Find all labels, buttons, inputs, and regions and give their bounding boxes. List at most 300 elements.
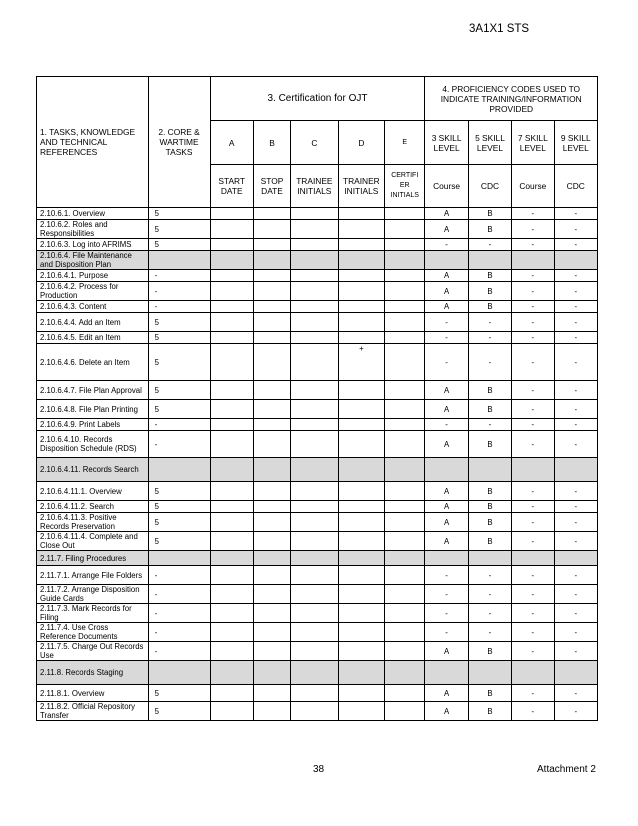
table-row <box>37 381 598 400</box>
trainee-initials-cell <box>291 282 339 301</box>
level-7-cell: - <box>512 431 554 458</box>
start-date-cell <box>210 251 253 270</box>
level-7-cell: - <box>512 623 554 642</box>
start-date-cell <box>210 344 253 381</box>
level-7-cell: - <box>512 381 554 400</box>
core-cell: - <box>148 566 210 585</box>
task-cell: 2.10.6.4.11. Records Search <box>37 458 149 482</box>
trainer-initials-cell <box>338 513 384 532</box>
stop-date-cell <box>253 282 290 301</box>
level-5-cell: - <box>468 585 511 604</box>
trainer-initials-cell <box>338 532 384 551</box>
trainer-initials-cell <box>338 551 384 566</box>
level-5-cell: B <box>468 685 511 702</box>
table-row <box>37 604 598 623</box>
task-cell: 2.10.6.4.11.4. Complete and Close Out <box>37 532 149 551</box>
core-cell: - <box>148 282 210 301</box>
start-date-cell <box>210 270 253 282</box>
core-cell: - <box>148 431 210 458</box>
level-9-cell: - <box>554 400 598 419</box>
trainee-initials-cell <box>291 431 339 458</box>
core-cell <box>148 458 210 482</box>
stop-date-cell <box>253 482 290 501</box>
level-9-cell <box>554 661 598 685</box>
table-row <box>37 332 598 344</box>
certifier-initials-cell <box>385 501 425 513</box>
trainee-initials-cell <box>291 623 339 642</box>
table-row <box>37 208 598 220</box>
table-row <box>37 702 598 721</box>
table-row <box>37 585 598 604</box>
core-cell: 5 <box>148 381 210 400</box>
level-9-cell: - <box>554 431 598 458</box>
task-cell: 2.11.8.1. Overview <box>37 685 149 702</box>
task-cell: 2.10.6.4. File Maintenance and Disposition Plan <box>37 251 149 270</box>
certifier-initials-cell <box>385 313 425 332</box>
stop-date-cell <box>253 270 290 282</box>
stop-date-cell <box>253 501 290 513</box>
start-date-cell <box>210 661 253 685</box>
start-date-cell <box>210 332 253 344</box>
task-cell: 2.11.7.5. Charge Out Records Use <box>37 642 149 661</box>
level-9-cell <box>554 458 598 482</box>
start-date-cell <box>210 501 253 513</box>
certifier-initials-cell <box>385 208 425 220</box>
table-row <box>37 419 598 431</box>
trainer-initials-cell <box>338 208 384 220</box>
level-3-cell: A <box>425 431 468 458</box>
level-7-cell: - <box>512 501 554 513</box>
start-date-cell <box>210 301 253 313</box>
source-course-7-header: Course <box>512 165 554 208</box>
start-date-cell <box>210 220 253 239</box>
level-3-cell: - <box>425 585 468 604</box>
level-7-cell: - <box>512 301 554 313</box>
task-cell: 2.10.6.4.2. Process for Production <box>37 282 149 301</box>
level-3-cell: - <box>425 419 468 431</box>
stop-date-cell <box>253 585 290 604</box>
level-3-cell: - <box>425 623 468 642</box>
core-cell: 5 <box>148 702 210 721</box>
trainee-initials-cell <box>291 239 339 251</box>
level-5-cell: - <box>468 344 511 381</box>
trainee-initials-cell <box>291 661 339 685</box>
trainer-initials-cell <box>338 301 384 313</box>
table-row <box>37 566 598 585</box>
level-7-cell <box>512 661 554 685</box>
trainee-initials-cell <box>291 381 339 400</box>
stop-date-cell <box>253 551 290 566</box>
level-7-cell: - <box>512 604 554 623</box>
task-cell: 2.10.6.4.9. Print Labels <box>37 419 149 431</box>
level-9-cell: - <box>554 332 598 344</box>
core-cell: 5 <box>148 344 210 381</box>
trainee-initials-cell <box>291 604 339 623</box>
start-date-cell <box>210 419 253 431</box>
level-7-cell: - <box>512 400 554 419</box>
start-date-cell <box>210 482 253 501</box>
level-9-cell: - <box>554 566 598 585</box>
level-5-cell: - <box>468 419 511 431</box>
task-cell: 2.10.6.4.11.1. Overview <box>37 482 149 501</box>
stop-date-cell <box>253 431 290 458</box>
page-number: 38 <box>313 764 325 775</box>
start-date-cell <box>210 551 253 566</box>
level-5-cell <box>468 551 511 566</box>
core-cell <box>148 661 210 685</box>
task-cell: 2.10.6.4.11.3. Positive Records Preservation <box>37 513 149 532</box>
proficiency-header: 4. PROFICIENCY CODES USED TO INDICATE TRAINING/INFORMATION PROVIDED <box>425 77 598 121</box>
core-cell <box>148 551 210 566</box>
level-3-cell: - <box>425 239 468 251</box>
certifier-initials-cell <box>385 419 425 431</box>
section-row <box>37 661 598 685</box>
core-cell: 5 <box>148 685 210 702</box>
level-9-cell: - <box>554 313 598 332</box>
stop-date-cell <box>253 685 290 702</box>
level-3-cell: A <box>425 685 468 702</box>
col-c-header: C <box>291 121 339 165</box>
level-7-cell: - <box>512 239 554 251</box>
start-date-cell <box>210 532 253 551</box>
level-5-cell: B <box>468 431 511 458</box>
core-cell: 5 <box>148 501 210 513</box>
certifier-initials-cell <box>385 623 425 642</box>
certifier-initials-cell <box>385 458 425 482</box>
level-5-cell: B <box>468 482 511 501</box>
start-date-cell <box>210 566 253 585</box>
trainee-initials-cell <box>291 513 339 532</box>
level-7-cell: - <box>512 482 554 501</box>
level-5-cell: B <box>468 282 511 301</box>
level-3-cell: - <box>425 344 468 381</box>
col-d-header: D <box>338 121 384 165</box>
trainee-initials-cell <box>291 332 339 344</box>
start-date-cell <box>210 239 253 251</box>
trainer-initials-cell <box>338 282 384 301</box>
trainer-initials-cell <box>338 702 384 721</box>
tasks-header: 1. TASKS, KNOWLEDGE AND TECHNICAL REFERENCES <box>37 77 149 208</box>
stop-date-cell <box>253 532 290 551</box>
certifier-initials-cell <box>385 604 425 623</box>
trainer-initials-cell <box>338 482 384 501</box>
level-3-cell: A <box>425 301 468 313</box>
level-5-cell <box>468 458 511 482</box>
level-9-cell: - <box>554 270 598 282</box>
certifier-initials-cell <box>385 282 425 301</box>
level-7-cell <box>512 458 554 482</box>
trainee-initials-cell <box>291 642 339 661</box>
trainer-initials-cell <box>338 685 384 702</box>
level-5-header: 5 SKILL LEVEL <box>468 121 511 165</box>
level-9-header: 9 SKILL LEVEL <box>554 121 598 165</box>
level-3-cell: - <box>425 332 468 344</box>
task-cell: 2.11.7.1. Arrange File Folders <box>37 566 149 585</box>
level-5-cell: B <box>468 501 511 513</box>
core-cell: - <box>148 585 210 604</box>
trainee-initials-cell <box>291 301 339 313</box>
task-cell: 2.10.6.4.3. Content <box>37 301 149 313</box>
trainee-initials-cell <box>291 501 339 513</box>
trainer-initials-cell <box>338 313 384 332</box>
trainee-initials-cell <box>291 251 339 270</box>
sts-table <box>36 76 598 721</box>
start-date-cell <box>210 513 253 532</box>
trainee-initials-header: TRAINEE INITIALS <box>291 165 339 208</box>
level-3-cell <box>425 551 468 566</box>
table-row <box>37 482 598 501</box>
level-9-cell: - <box>554 239 598 251</box>
level-5-cell: B <box>468 513 511 532</box>
core-cell: 5 <box>148 220 210 239</box>
task-rows <box>37 208 598 721</box>
level-7-cell: - <box>512 220 554 239</box>
level-3-cell: A <box>425 208 468 220</box>
trainer-initials-cell <box>338 381 384 400</box>
trainee-initials-cell <box>291 208 339 220</box>
table-row <box>37 270 598 282</box>
core-cell: 5 <box>148 400 210 419</box>
trainee-initials-cell <box>291 313 339 332</box>
start-date-cell <box>210 685 253 702</box>
level-5-cell: - <box>468 313 511 332</box>
level-5-cell: B <box>468 400 511 419</box>
level-5-cell: - <box>468 604 511 623</box>
level-3-cell <box>425 458 468 482</box>
level-9-cell: - <box>554 532 598 551</box>
trainer-initials-cell <box>338 661 384 685</box>
level-7-cell <box>512 551 554 566</box>
level-9-cell: - <box>554 702 598 721</box>
level-5-cell: B <box>468 270 511 282</box>
trainer-initials-cell <box>338 400 384 419</box>
trainee-initials-cell <box>291 458 339 482</box>
start-date-cell <box>210 604 253 623</box>
certifier-initials-cell <box>385 585 425 604</box>
trainee-initials-cell <box>291 344 339 381</box>
certification-header: 3. Certification for OJT <box>210 77 425 121</box>
level-9-cell <box>554 551 598 566</box>
level-9-cell: - <box>554 208 598 220</box>
source-cdc-9-header: CDC <box>554 165 598 208</box>
level-7-cell: - <box>512 208 554 220</box>
stop-date-cell <box>253 513 290 532</box>
table-row <box>37 642 598 661</box>
level-9-cell: - <box>554 604 598 623</box>
stop-date-cell <box>253 604 290 623</box>
table-row <box>37 685 598 702</box>
task-cell: 2.10.6.2. Roles and Responsibilities <box>37 220 149 239</box>
table-row <box>37 220 598 239</box>
task-cell: 2.11.8. Records Staging <box>37 661 149 685</box>
level-3-cell: A <box>425 532 468 551</box>
trainer-initials-cell: + <box>338 344 384 381</box>
level-3-cell: A <box>425 282 468 301</box>
start-date-cell <box>210 381 253 400</box>
level-7-cell: - <box>512 344 554 381</box>
task-cell: 2.10.6.4.8. File Plan Printing <box>37 400 149 419</box>
level-5-cell: B <box>468 381 511 400</box>
level-9-cell: - <box>554 685 598 702</box>
level-5-cell: - <box>468 332 511 344</box>
certifier-initials-cell <box>385 566 425 585</box>
start-date-cell <box>210 458 253 482</box>
core-cell: 5 <box>148 482 210 501</box>
table-row <box>37 623 598 642</box>
level-7-cell <box>512 251 554 270</box>
trainee-initials-cell <box>291 419 339 431</box>
certifier-initials-cell <box>385 661 425 685</box>
level-7-cell: - <box>512 642 554 661</box>
table-row <box>37 313 598 332</box>
level-5-cell: B <box>468 702 511 721</box>
col-b-header: B <box>253 121 290 165</box>
stop-date-cell <box>253 642 290 661</box>
task-cell: 2.10.6.4.5. Edit an Item <box>37 332 149 344</box>
core-cell: - <box>148 301 210 313</box>
start-date-cell <box>210 702 253 721</box>
trainer-initials-cell <box>338 566 384 585</box>
trainee-initials-cell <box>291 551 339 566</box>
level-9-cell <box>554 251 598 270</box>
level-9-cell: - <box>554 220 598 239</box>
task-cell: 2.11.7.3. Mark Records for Filing <box>37 604 149 623</box>
level-7-cell: - <box>512 685 554 702</box>
level-7-cell: - <box>512 702 554 721</box>
certifier-initials-cell <box>385 702 425 721</box>
level-7-header: 7 SKILL LEVEL <box>512 121 554 165</box>
level-7-cell: - <box>512 532 554 551</box>
trainee-initials-cell <box>291 482 339 501</box>
certifier-initials-cell <box>385 270 425 282</box>
trainer-initials-cell <box>338 332 384 344</box>
task-cell: 2.11.8.2. Official Repository Transfer <box>37 702 149 721</box>
task-cell: 2.10.6.4.1. Purpose <box>37 270 149 282</box>
level-9-cell: - <box>554 301 598 313</box>
certifier-initials-cell <box>385 251 425 270</box>
level-3-cell: A <box>425 400 468 419</box>
start-date-cell <box>210 585 253 604</box>
certifier-initials-cell <box>385 513 425 532</box>
level-9-cell: - <box>554 344 598 381</box>
certifier-initials-header: CERTIFI ER INITIALS <box>385 165 425 208</box>
trainer-initials-cell <box>338 419 384 431</box>
section-row <box>37 551 598 566</box>
task-cell: 2.10.6.4.11.2. Search <box>37 501 149 513</box>
level-9-cell: - <box>554 585 598 604</box>
certifier-initials-cell <box>385 532 425 551</box>
trainee-initials-cell <box>291 270 339 282</box>
level-5-cell <box>468 661 511 685</box>
level-7-cell: - <box>512 513 554 532</box>
trainee-initials-cell <box>291 220 339 239</box>
level-3-cell: A <box>425 381 468 400</box>
stop-date-cell <box>253 344 290 381</box>
certifier-initials-cell <box>385 642 425 661</box>
stop-date-cell <box>253 566 290 585</box>
stop-date-header: STOP DATE <box>253 165 290 208</box>
start-date-header: START DATE <box>210 165 253 208</box>
trainer-initials-header: TRAINER INITIALS <box>338 165 384 208</box>
level-3-cell: - <box>425 604 468 623</box>
task-cell: 2.11.7. Filing Procedures <box>37 551 149 566</box>
table-row <box>37 239 598 251</box>
level-9-cell: - <box>554 282 598 301</box>
level-9-cell: - <box>554 381 598 400</box>
trainer-initials-cell <box>338 585 384 604</box>
level-7-cell: - <box>512 585 554 604</box>
level-3-cell: A <box>425 220 468 239</box>
task-cell: 2.10.6.4.6. Delete an Item <box>37 344 149 381</box>
start-date-cell <box>210 208 253 220</box>
table-row <box>37 532 598 551</box>
trainer-initials-cell <box>338 623 384 642</box>
core-cell: 5 <box>148 532 210 551</box>
table-row <box>37 282 598 301</box>
certifier-initials-cell <box>385 551 425 566</box>
task-cell: 2.11.7.2. Arrange Disposition Guide Cards <box>37 585 149 604</box>
level-9-cell: - <box>554 419 598 431</box>
level-9-cell: - <box>554 623 598 642</box>
table-row <box>37 431 598 458</box>
start-date-cell <box>210 431 253 458</box>
level-3-cell: A <box>425 702 468 721</box>
certifier-initials-cell <box>385 431 425 458</box>
trainer-initials-cell <box>338 220 384 239</box>
trainee-initials-cell <box>291 566 339 585</box>
task-cell: 2.11.7.4. Use Cross Reference Documents <box>37 623 149 642</box>
core-cell: - <box>148 419 210 431</box>
start-date-cell <box>210 623 253 642</box>
level-5-cell: B <box>468 208 511 220</box>
trainer-initials-cell <box>338 604 384 623</box>
core-header: 2. CORE & WARTIME TASKS <box>148 77 210 208</box>
level-9-cell: - <box>554 642 598 661</box>
col-e-header: E <box>385 121 425 165</box>
certifier-initials-cell <box>385 301 425 313</box>
start-date-cell <box>210 642 253 661</box>
trainer-initials-cell <box>338 501 384 513</box>
level-3-cell <box>425 251 468 270</box>
stop-date-cell <box>253 661 290 685</box>
level-5-cell: B <box>468 642 511 661</box>
level-5-cell: B <box>468 532 511 551</box>
core-cell: 5 <box>148 208 210 220</box>
source-cdc-5-header: CDC <box>468 165 511 208</box>
task-cell: 2.10.6.4.10. Records Disposition Schedule (RDS) <box>37 431 149 458</box>
document-code: 3A1X1 STS <box>469 23 530 35</box>
certifier-initials-cell <box>385 332 425 344</box>
stop-date-cell <box>253 332 290 344</box>
table-row <box>37 501 598 513</box>
level-7-cell: - <box>512 270 554 282</box>
level-3-cell: - <box>425 566 468 585</box>
trainer-initials-cell <box>338 239 384 251</box>
level-5-cell: B <box>468 301 511 313</box>
start-date-cell <box>210 400 253 419</box>
core-cell: - <box>148 623 210 642</box>
stop-date-cell <box>253 301 290 313</box>
col-a-header: A <box>210 121 253 165</box>
level-3-cell: - <box>425 313 468 332</box>
trainer-initials-cell <box>338 251 384 270</box>
certifier-initials-cell <box>385 381 425 400</box>
trainer-initials-cell <box>338 270 384 282</box>
certifier-initials-cell <box>385 239 425 251</box>
table-row <box>37 400 598 419</box>
start-date-cell <box>210 282 253 301</box>
level-5-cell: - <box>468 623 511 642</box>
